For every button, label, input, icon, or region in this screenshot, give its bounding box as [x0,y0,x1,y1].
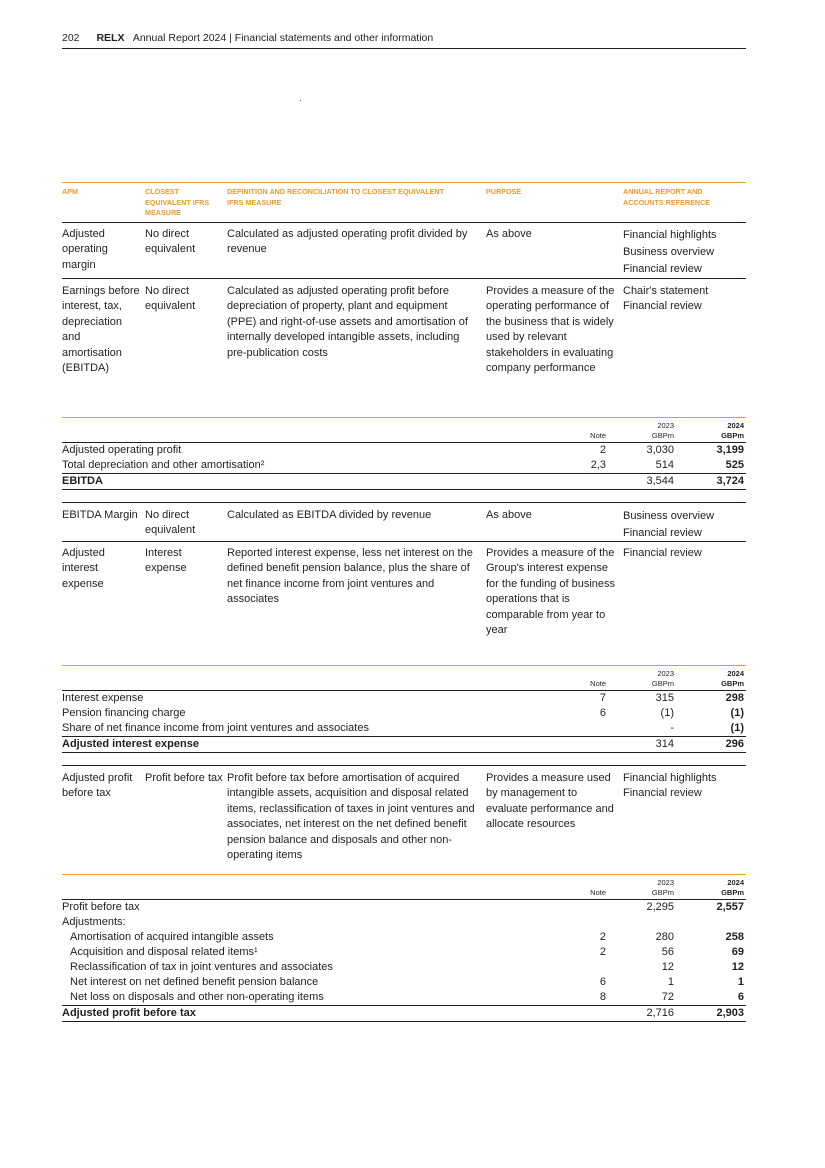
interest-reconciliation-table [62,665,746,753]
table-row [62,960,746,975]
row-2023: 2,295 [646,901,674,913]
row-note: 2 [599,444,606,456]
ebitda-reconciliation-table [62,417,746,490]
apm-reference [623,284,746,315]
page-number: 202 [62,32,80,44]
row-2023: 1 [667,976,674,988]
year-2023-header: 2023 GBPm [651,421,674,440]
apm-closest: No direct equivalent [145,228,196,256]
apm-purpose: As above [486,228,532,240]
ref-item: Financial review [623,300,702,313]
table-row [62,691,746,706]
row-label: Interest expense [62,692,144,704]
table-row [62,975,746,990]
row-2023: (1) [660,707,674,719]
row-label: Amortisation of acquired intangible assets [70,931,274,943]
ref-item: Business overview [623,246,715,258]
apm-reference [623,508,746,542]
table-row [62,990,746,1005]
apm-closest: Interest expense [145,547,187,575]
table-row [62,900,746,915]
row-note: 2 [599,931,606,943]
col-reference: ANNUAL REPORT AND ACCOUNTS REFERENCE [623,187,711,207]
ref-item: Financial review [623,547,702,559]
apm-row-ebitda-margin [62,502,746,542]
note-header: Note [590,888,606,897]
ref-item: Financial review [623,527,702,539]
row-label: Acquisition and disposal related items¹ [70,946,258,958]
row-note: 6 [599,707,606,719]
row-2023: 280 [655,931,674,943]
apm-definition: Profit before tax before amortisation of acquired intangible assets, acquisition and disposal related items, reclassification of taxes in joint ventures and associates, net interest on the net defined benefit pension balance and disposals and other non-operating items [227,772,475,862]
ref-item: Business overview [623,510,715,522]
apm-name: Adjusted operating margin [62,228,108,271]
row-2023: 72 [661,991,674,1003]
page-header [62,32,746,49]
report-title: Annual Report 2024 | Financial statements and other information [132,32,434,44]
row-2024: 1 [737,976,744,988]
row-note: 7 [599,692,606,704]
apm-row-adjusted-profit-before-tax [62,765,746,866]
row-2024: (1) [730,707,744,719]
apm-closest: No direct equivalent [145,285,196,313]
ref-item: Financial review [623,263,702,275]
table-row [62,930,746,945]
col-definition: DEFINITION AND RECONCILIATION TO CLOSEST EQUIVALENT IFRS MEASURE [227,187,444,207]
apm-purpose: Provides a measure used by management to evaluate performance and allocate resources [486,772,614,831]
row-2024: 298 [725,692,744,704]
row-2023: 56 [661,946,674,958]
year-2024-header: 2024 GBPm [721,878,744,897]
apm-reference [623,227,746,278]
apm-definition: Reported interest expense, less net interest on the defined benefit pension balance, plus the share of net finance income from joint ventures and associates [227,547,473,606]
row-2024: 12 [731,961,744,973]
row-label: Total depreciation and other amortisation² [62,459,265,471]
row-label: Net interest on net defined benefit pension balance [70,976,319,988]
row-2023: 3,030 [646,444,674,456]
row-label: Profit before tax [62,901,140,913]
row-2024: 296 [725,738,744,750]
row-label: Adjusted profit before tax [62,1007,196,1019]
row-label: Pension financing charge [62,707,186,719]
row-note: 2,3 [590,459,606,471]
row-2023: 514 [655,459,674,471]
apm-row-adjusted-interest-expense [62,541,746,656]
col-purpose: PURPOSE [486,187,522,196]
year-2023-header: 2023 GBPm [651,669,674,688]
ref-item: Financial highlights [623,772,717,784]
row-2024: 3,199 [716,444,744,456]
apm-name: EBITDA Margin [62,509,138,521]
year-2024-header: 2024 GBPm [721,669,744,688]
apm-name: Adjusted profit before tax [62,772,133,800]
row-2024: 2,903 [716,1007,744,1019]
row-label: Share of net finance income from joint ventures and associates [62,722,369,734]
table-row [62,458,746,473]
apm-definition: Calculated as adjusted operating profit divided by revenue [227,228,468,256]
table-row [62,721,746,736]
table-row [62,945,746,960]
table-total-row [62,1005,746,1022]
row-2023: 3,544 [646,475,674,487]
table-header [62,418,746,443]
table-total-row [62,473,746,490]
row-2024: 525 [725,459,744,471]
stray-dot [300,100,301,101]
apm-row-ebitda [62,279,746,407]
apm-purpose: Provides a measure of the operating performance of the business that is widely used by relevant stakeholders in evaluating company performance [486,285,615,375]
table-row [62,915,746,930]
row-2024: 2,557 [716,901,744,913]
row-2024: (1) [730,722,744,734]
table-row [62,443,746,458]
apm-definition: Calculated as adjusted operating profit before depreciation of property, plant and equipment (PPE) and right-of-use assets and amortisation of internally developed intangible assets, including pre-publication costs [227,285,468,359]
row-label: Adjusted interest expense [62,738,199,750]
row-2024: 6 [737,991,744,1003]
ref-item: Financial review [623,787,702,800]
table-total-row [62,736,746,753]
row-2024: 3,724 [716,475,744,487]
ref-item: Financial highlights [623,229,717,241]
row-label: Net loss on disposals and other non-operating items [70,991,324,1003]
row-2023: 2,716 [646,1007,674,1019]
note-header: Note [590,679,606,688]
apm-definition: Calculated as EBITDA divided by revenue [227,509,432,521]
table-row [62,706,746,721]
col-closest: CLOSEST EQUIVALENT IFRS MEASURE [145,187,210,217]
row-2023: 314 [655,738,674,750]
apm-closest: Profit before tax [145,772,223,784]
ref-item: Chair's statement [623,285,709,297]
row-note: 8 [599,991,606,1003]
apm-reference [623,771,746,802]
brand-name: RELX [96,32,125,44]
row-label: EBITDA [62,475,103,487]
row-2024: 258 [725,931,744,943]
apm-purpose: Provides a measure of the Group's interest expense for the funding of business operations that is comparable from year to year [486,547,616,637]
apm-row-adjusted-operating-margin [62,222,746,279]
row-label: Reclassification of tax in joint ventures and associates [70,961,333,973]
table-header [62,875,746,900]
row-2023: - [670,722,674,734]
row-2023: 315 [655,692,674,704]
row-2023: 12 [661,961,674,973]
apm-purpose: As above [486,509,532,521]
apm-name: Adjusted interest expense [62,547,105,590]
row-label: Adjustments: [62,916,126,928]
row-note: 6 [599,976,606,988]
apm-closest: No direct equivalent [145,509,196,537]
note-header: Note [590,431,606,440]
row-note: 2 [599,946,606,958]
apm-table-header [62,182,746,223]
row-label: Adjusted operating profit [62,444,182,456]
year-2024-header: 2024 GBPm [721,421,744,440]
col-apm: APM [62,187,78,196]
row-2024: 69 [731,946,744,958]
table-header [62,666,746,691]
apm-reference [623,546,746,561]
pbt-reconciliation-table [62,874,746,1022]
year-2023-header: 2023 GBPm [651,878,674,897]
apm-name: Earnings before interest, tax, depreciation and amortisation (EBITDA) [62,285,140,375]
